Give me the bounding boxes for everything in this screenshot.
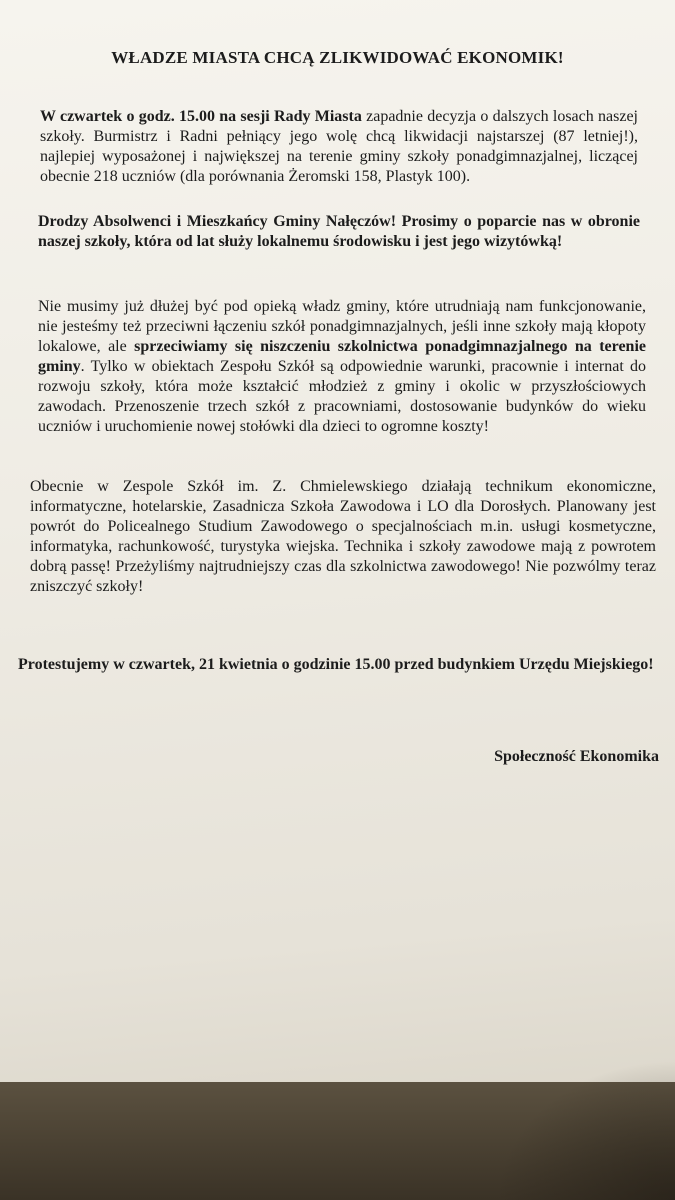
signature: Społeczność Ekonomika xyxy=(494,748,659,765)
paragraph-protest-call: Protestujemy w czwartek, 21 kwietnia o godzinie 15.00 przed budynkiem Urzędu Miejskiego! xyxy=(18,656,654,673)
paragraph-session-info xyxy=(40,107,638,187)
position-text-before: Nie musimy już dłużej być pod opieką władz gminy, które utrudniają nam funkcjonowanie, nie jesteśmy też przeciwni łączeniu szkół ponadgimnazjalnych, jeśli inne szkoły mają kłopoty lokalowe, ale xyxy=(38,298,646,355)
paragraph-current-offer: Obecnie w Zespole Szkół im. Z. Chmielewskiego działają technikum ekonomiczne, informatyczne, hotelarskie, Zasadnicza Szkoła Zawodowa i LO dla Dorosłych. Planowany jest powrót do Policealnego Studium Zawodowego o specjalnościach m.in. usługi kosmetyczne, informatyka, rachunkowość, turystyka wiejska. Technika i szkoły zawodowe mają z powrotem dobrą passę! Przeżyliśmy najtrudniejszy czas dla szkolnictwa zawodowego! Nie pozwólmy teraz zniszczyć szkoły! xyxy=(30,478,656,595)
position-bold-middle: sprzeciwiamy się niszczeniu szkolnictwa ponadgimnazjalnego na terenie gminy xyxy=(38,338,646,375)
paragraph-appeal: Drodzy Absolwenci i Mieszkańcy Gminy Nałęczów! Prosimy o poparcie nas w obronie naszej szkoły, która od lat służy lokalnemu środowisku i jest jego wizytówką! xyxy=(38,213,640,250)
position-text-after: . Tylko w obiektach Zespołu Szkół są odpowiednie warunki, pracownie i internat do rozwoju szkoły, która może kształcić młodzież z gminy i okolic w przyszłościowych zawodach. Przenoszenie trzech szkół z pracowniami, dostosowanie budynków do wieku uczniów i uruchomienie nowej stołówki dla dzieci to ogromne koszty! xyxy=(38,358,646,435)
document-title: WŁADZE MIASTA CHCĄ ZLIKWIDOWAĆ EKONOMIK! xyxy=(111,48,564,67)
corner-shadow xyxy=(495,1060,675,1200)
session-info-bold-lead: W czwartek o godz. 15.00 na sesji Rady Miasta xyxy=(40,108,362,125)
paragraph-position xyxy=(38,297,646,437)
session-info-text: zapadnie decyzja o dalszych losach naszej szkoły. Burmistrz i Radni pełniący jego wolę chcą likwidacji najstarszej (87 letniej!), najlepiej wyposażonej i największej na terenie gminy szkoły ponadgimnazjalnej, liczącej obecnie 218 uczniów (dla porównania Żeromski 158, Plastyk 100). xyxy=(40,108,638,185)
